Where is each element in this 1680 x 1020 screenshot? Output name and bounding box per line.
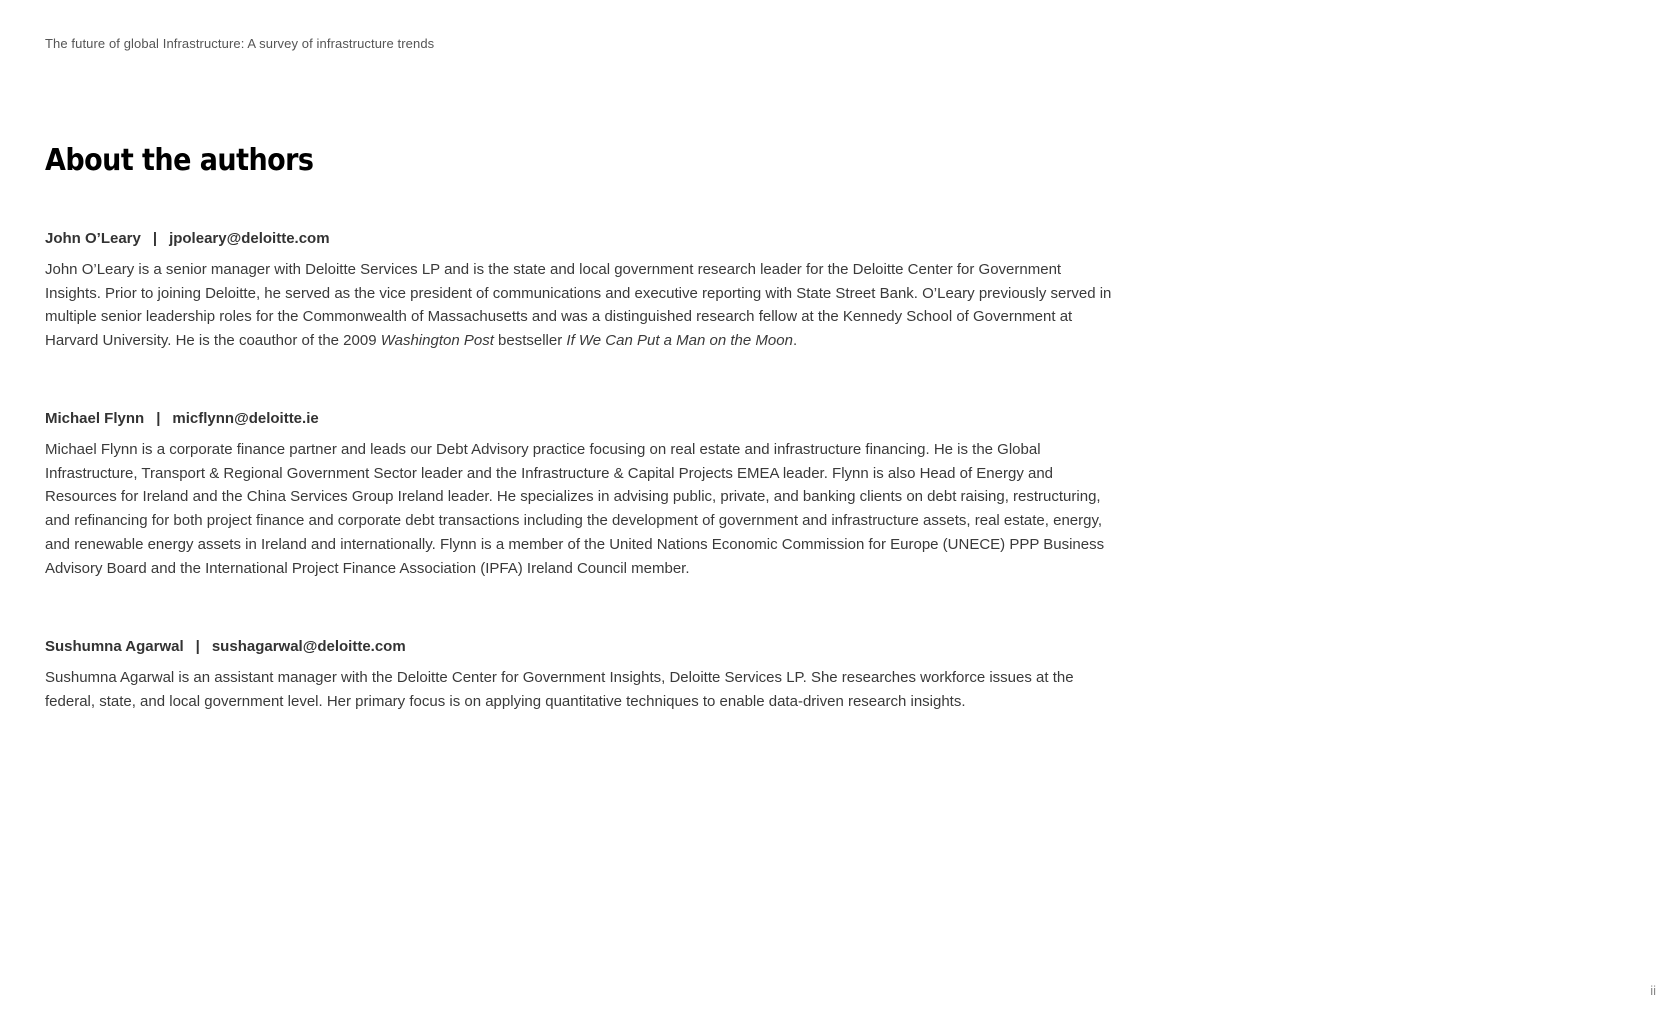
author-name: Michael Flynn (45, 410, 145, 427)
author-name: Sushumna Agarwal (45, 638, 184, 655)
page-title: About the authors (45, 143, 314, 178)
author-bio: Michael Flynn is a corporate finance partner and leads our Debt Advisory practice focusing on real estate and infrastructure financing. He is the Global Infrastructure, Transport & Regional Government Sector leader and the Infrastructure & Capital Projects EMEA leader. Flynn is also Head of Energy and Resources for Ireland and the China Services Group Ireland leader. He specializes in advising public, private, and banking clients on debt raising, restructuring, and refinancing for both project finance and corporate debt transactions including the development of government and infrastructure assets, real estate, energy, and renewable energy assets in Ireland and internationally. Flynn is a member of the United Nations Economic Commission for Europe (UNECE) PPP Business Advisory Board and the International Project Finance Association (IPFA) Ireland Council member. (45, 441, 1105, 577)
bio-italic-publication: Washington Post (380, 332, 494, 350)
bio-italic-book-title: If We Can Put a Man on the Moon (566, 332, 793, 350)
page-number: ii (1650, 983, 1656, 998)
author-heading (45, 229, 1115, 249)
running-header-title: The future of global Infrastructure: A survey of infrastructure trends (45, 36, 435, 51)
author-name: John O’Leary (45, 230, 141, 247)
author-entry-sushumna-agarwal (45, 637, 1115, 713)
bio-text: bestseller (493, 332, 567, 350)
author-heading (45, 409, 1115, 429)
author-entry-michael-flynn (45, 409, 1115, 580)
author-email-link[interactable]: jpoleary@deloitte.com (169, 230, 330, 247)
author-bio: Sushumna Agarwal is an assistant manager with the Deloitte Center for Government Insights, Deloitte Services LP. She researches workforce issues at the federal, state, and local government level. Her primary focus is on applying quantitative techniques to enable data-driven research insights. (45, 669, 1074, 710)
heading-separator: | (156, 410, 161, 427)
author-email-link[interactable]: micflynn@deloitte.ie (172, 410, 319, 427)
heading-separator: | (195, 638, 200, 655)
author-bio (45, 258, 1115, 353)
heading-separator: | (152, 230, 158, 247)
author-heading (45, 637, 1115, 657)
author-email-link[interactable]: sushagarwal@deloitte.com (211, 638, 406, 655)
bio-text: John O’Leary is a senior manager with Deloitte Services LP and is the state and local government research leader for the Deloitte Center for Government Insights. Prior to joining Deloitte, he served as the vice president of communications and executive reporting with State Street Bank. O’Leary previously served in multiple senior leadership roles for the Commonwealth of Massachusetts and was a distinguished research fellow at the Kennedy School of Government at Harvard University. He is the coauthor of the 2009 (45, 261, 1112, 350)
author-entry-john-oleary (45, 229, 1115, 353)
bio-text: . (792, 332, 798, 350)
